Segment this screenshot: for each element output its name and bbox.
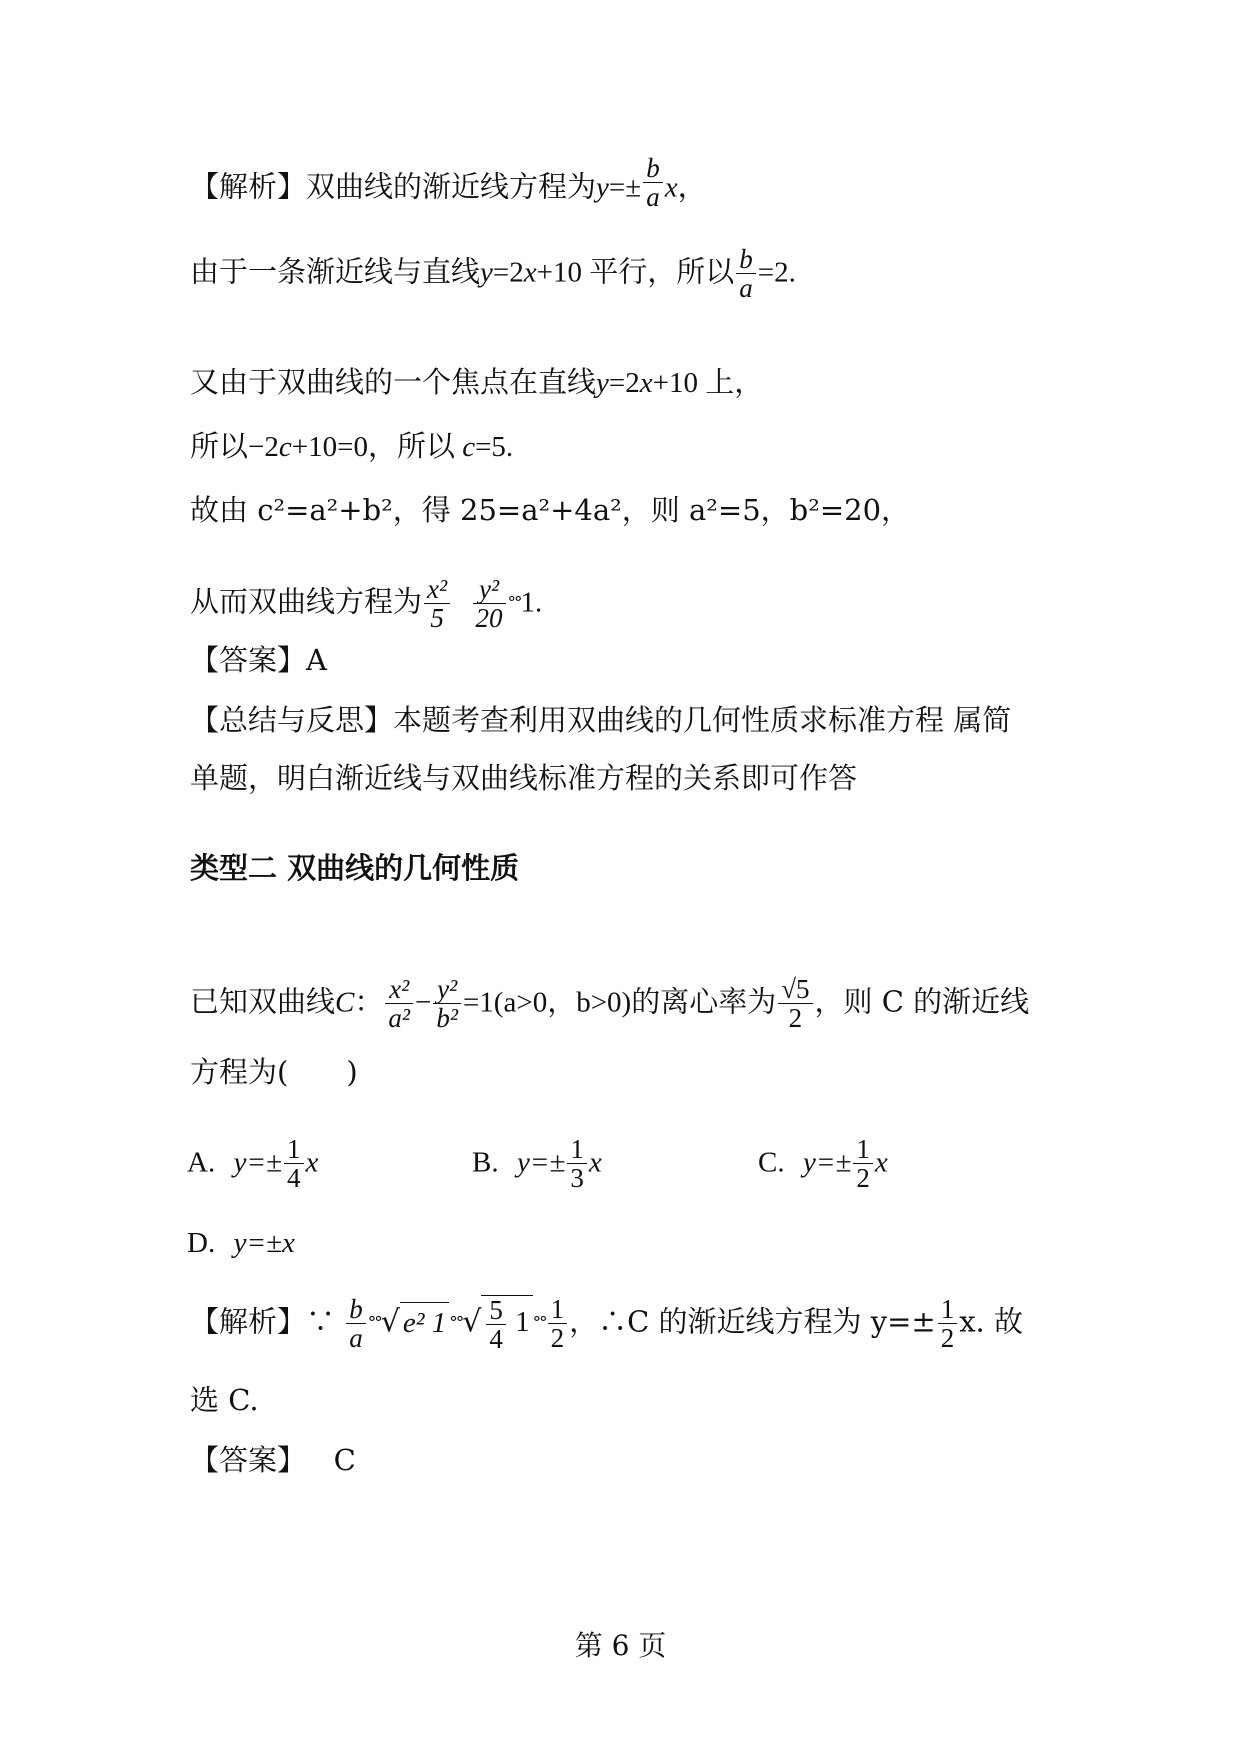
option-expr: y=± — [517, 1146, 566, 1179]
answer-value: C — [333, 1443, 356, 1477]
summary-line-2: 单题，明白渐近线与双曲线标准方程的关系即可作答 — [190, 761, 858, 795]
text: =2 — [492, 256, 524, 289]
numerator: y² — [473, 575, 506, 604]
text: 又由于双曲线的一个焦点在直线 — [190, 365, 597, 399]
var-x: x — [305, 1146, 319, 1179]
option-label: B. — [472, 1146, 499, 1179]
denominator: a² — [388, 1003, 410, 1033]
var-y: y — [596, 171, 609, 204]
summary-line-1 — [190, 700, 1011, 740]
sqrt-e2-minus-1: e² 1 — [400, 1302, 449, 1343]
denominator: 2 — [550, 1323, 565, 1353]
numerator: 5 — [486, 1296, 506, 1325]
text: =5. — [475, 431, 514, 463]
var-c: c — [462, 431, 476, 463]
answer-label: 【答案】 — [190, 1443, 307, 1477]
text: 1 — [515, 1306, 530, 1339]
denominator: a — [646, 182, 660, 212]
minus: − — [414, 986, 432, 1019]
text: x. 故 — [959, 1304, 1023, 1339]
radical-sign: √ — [380, 1304, 400, 1340]
option-label: D. — [187, 1227, 216, 1259]
answer-value: A — [306, 643, 327, 677]
numerator: x² — [385, 975, 413, 1004]
var-x: x — [874, 1146, 888, 1179]
option-label: C. — [758, 1146, 785, 1179]
summary-text: 本题考查利用双曲线的几何性质求标准方程 属简 — [393, 703, 1012, 737]
var-y: y — [480, 256, 493, 289]
summary-label: 【总结与反思】 — [190, 703, 394, 737]
text: 1. — [520, 586, 543, 619]
option-b[interactable] — [472, 1135, 602, 1192]
analysis-line-4 — [190, 426, 513, 467]
fraction-5-over-4 — [486, 1296, 506, 1353]
analysis-line-3 — [190, 362, 763, 403]
text: 已知双曲线 — [190, 984, 336, 1019]
denominator: 3 — [570, 1163, 584, 1193]
fraction-1-over-2 — [853, 1135, 873, 1192]
option-a[interactable] — [187, 1135, 318, 1192]
analysis-label: 【解析】 — [190, 1304, 307, 1339]
section-title: 类型二 双曲线的几何性质 — [190, 851, 520, 885]
analysis-line-5: 故由 c²=a²+b²，得 25=a²+4a²，则 a²=5，b²=20， — [190, 493, 911, 527]
sqrt-5over4-minus-1 — [481, 1295, 532, 1353]
numerator: b — [643, 154, 663, 183]
var-y: y — [596, 367, 609, 399]
numerator: 1 — [548, 1295, 568, 1324]
text: =2. — [757, 256, 796, 289]
text: ，∴C 的渐近线方程为 y=± — [569, 1304, 936, 1339]
var-x: x — [664, 171, 678, 204]
text: 所以−2 — [190, 431, 279, 463]
denominator: 2 — [940, 1323, 955, 1353]
option-expr: y=±x — [233, 1227, 295, 1259]
analysis2-line-2: 选 C. — [190, 1383, 259, 1417]
var-x: x — [523, 256, 537, 289]
garbled-equals-glyph: °° — [507, 593, 521, 614]
fraction-x2-over-5 — [424, 575, 450, 632]
answer-label: 【答案】 — [190, 643, 307, 677]
fraction-1-over-2 — [548, 1295, 568, 1352]
text: ： — [354, 984, 384, 1019]
denominator: 4 — [287, 1163, 301, 1193]
var-x: x — [588, 1146, 602, 1179]
numerator: 1 — [284, 1135, 304, 1164]
fraction-b-over-a — [643, 154, 663, 211]
question-line-1 — [190, 975, 1029, 1032]
punct: ， — [677, 169, 707, 204]
denominator: 2 — [856, 1163, 870, 1193]
denominator: a — [349, 1323, 363, 1353]
text: 双曲线的渐近线方程为 — [306, 169, 597, 204]
text: ，则 C 的渐近线 — [814, 984, 1030, 1019]
denominator: 4 — [489, 1324, 503, 1355]
equals-pm: =± — [608, 171, 642, 204]
denominator: b² — [436, 1003, 458, 1033]
numerator: b — [346, 1295, 366, 1324]
text: +10=0，所以 — [291, 431, 463, 463]
analysis-line-2 — [190, 245, 796, 302]
numerator: y² — [433, 975, 461, 1004]
question-line-2: 方程为( ) — [190, 1055, 358, 1089]
numerator: √5 — [778, 975, 812, 1004]
option-expr: y=± — [233, 1146, 282, 1179]
garbled-equals-glyph: °° — [532, 1313, 546, 1334]
option-d[interactable] — [187, 1222, 295, 1263]
fraction-sqrt5-over-2 — [778, 975, 812, 1032]
fraction-b-over-a — [346, 1295, 366, 1352]
answer-2 — [190, 1440, 356, 1480]
numerator: 1 — [567, 1135, 587, 1164]
var-x: x — [639, 367, 653, 399]
denominator: a — [739, 273, 753, 303]
analysis-line-6 — [190, 575, 542, 632]
numerator: x² — [424, 575, 450, 604]
option-label: A. — [187, 1146, 216, 1179]
fraction-b-over-a — [736, 245, 756, 302]
fraction-y2-over-b2 — [433, 975, 461, 1032]
denominator: 2 — [788, 1003, 803, 1033]
text: +10 上， — [652, 367, 764, 399]
var-c: c — [278, 431, 292, 463]
text: 从而双曲线方程为 — [190, 584, 423, 619]
numerator: 1 — [853, 1135, 873, 1164]
fraction-x2-over-a2 — [385, 975, 413, 1032]
page-number: 第 6 页 — [574, 1629, 667, 1662]
analysis2-line-1 — [190, 1295, 1023, 1353]
text: 由于一条渐近线与直线 — [190, 254, 481, 289]
fraction-1-over-3 — [567, 1135, 587, 1192]
analysis-label: 【解析】 — [190, 169, 307, 204]
garbled-equals-glyph: °° — [449, 1313, 463, 1334]
text: =2 — [608, 367, 640, 399]
because-symbol: ∵ — [306, 1304, 336, 1339]
denominator: 5 — [430, 603, 444, 633]
var-C: C — [335, 986, 355, 1019]
numerator: 1 — [938, 1295, 958, 1324]
fraction-1-over-4 — [284, 1135, 304, 1192]
option-c[interactable] — [758, 1135, 888, 1192]
radical-sign: √ — [462, 1304, 482, 1340]
denominator: 20 — [475, 603, 503, 633]
option-expr: y=± — [803, 1146, 852, 1179]
fraction-1-over-2 — [938, 1295, 958, 1352]
numerator: b — [736, 245, 756, 274]
text: +10 平行，所以 — [536, 256, 735, 289]
analysis-line-1 — [190, 153, 707, 217]
text: =1(a>0，b>0)的离心率为 — [462, 986, 777, 1019]
garbled-equals-glyph: °° — [367, 1313, 381, 1334]
fraction-y2-over-20 — [473, 575, 506, 632]
answer-1 — [190, 640, 327, 680]
